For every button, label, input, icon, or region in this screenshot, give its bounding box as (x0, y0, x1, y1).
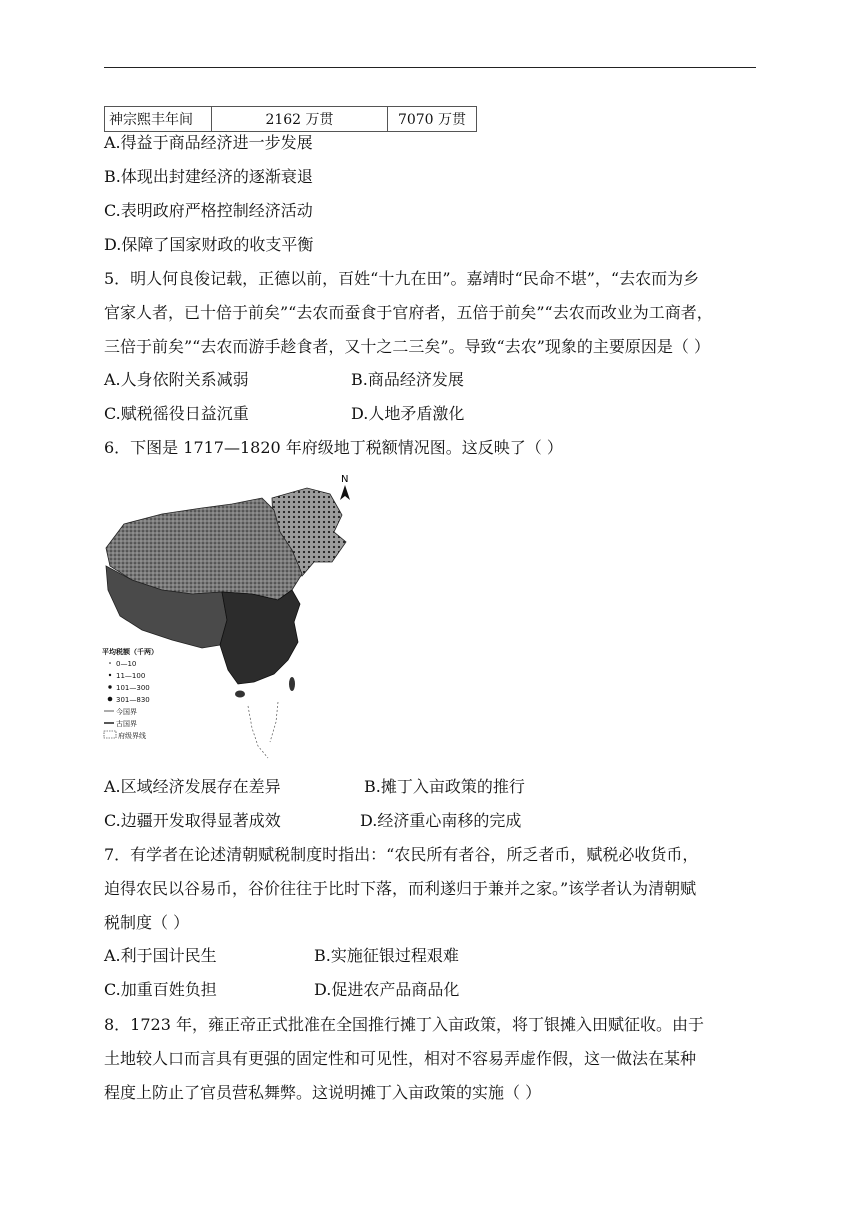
q5-stem-line-3: 三倍于前矣”“去农而游手趁食者，又十之二三矣”。导致“去农”现象的主要原因是（ ） (104, 337, 710, 356)
q8-stem-line-3: 程度上防止了官员营私舞弊。这说明摊丁入亩政策的实施（ ） (104, 1083, 542, 1102)
legend-item-2: 11—100 (116, 672, 146, 680)
table-cell-value-2: 7070 万贯 (388, 107, 477, 132)
q5-stem-line-1: 5．明人何良俊记载，正德以前，百姓“十九在田”。嘉靖时“民命不堪”，“去农而为乡 (104, 269, 700, 288)
map-island-hainan (235, 691, 245, 698)
legend-item-1: 0—10 (116, 660, 137, 668)
q4-option-a: A.得益于商品经济进一步发展 (104, 133, 313, 152)
map-region-east (220, 590, 300, 684)
q7-stem-line-1: 7．有学者在论述清朝赋税制度时指出：“农民所有者谷，所乏者币，赋税必收货币， (104, 845, 699, 864)
tax-table (104, 106, 477, 132)
q4-option-d: D.保障了国家财政的收支平衡 (104, 235, 314, 254)
q8-stem-line-2: 土地较人口而言具有更强的固定性和可见性，相对不容易弄虚作假，这一做法在某种 (104, 1049, 697, 1068)
q6-option-a: A.区域经济发展存在差异 (104, 777, 281, 796)
map-south-sea (248, 702, 278, 758)
q6-stem: 6．下图是 1717—1820 年府级地丁税额情况图。这反映了（ ） (104, 438, 563, 457)
header-rule (104, 67, 756, 68)
legend-item-3: 101—300 (116, 684, 150, 692)
q6-option-c: C.边疆开发取得显著成效 (104, 811, 281, 830)
q5-option-c: C.赋税徭役日益沉重 (104, 404, 249, 423)
legend-item-5: 今国界 (116, 708, 137, 716)
q7-option-c: C.加重百姓负担 (104, 980, 217, 999)
q6-option-d: D.经济重心南移的完成 (360, 811, 522, 830)
legend-title: 平均税额（千两） (102, 648, 158, 656)
table-row (105, 107, 477, 132)
q7-stem-line-3: 税制度（ ） (104, 913, 190, 932)
q7-stem-line-2: 迫得农民以谷易币，谷价往往于比时下落，而利遂归于兼并之家。”该学者认为清朝赋 (104, 879, 697, 898)
q5-option-d: D.人地矛盾激化 (351, 404, 465, 423)
q5-stem-line-2: 官家人者，已十倍于前矣”“去农而蚕食于官府者，五倍于前矣”“去农而改业为工商者， (104, 303, 713, 322)
legend-item-7: 府级界线 (118, 732, 146, 740)
table-cell-period: 神宗熙丰年间 (105, 107, 212, 132)
map-island-taiwan (289, 677, 295, 691)
q6-option-b: B.摊丁入亩政策的推行 (364, 777, 525, 796)
q4-option-c: C.表明政府严格控制经济活动 (104, 201, 313, 220)
q5-option-a: A.人身依附关系减弱 (104, 370, 249, 389)
q8-stem-line-1: 8．1723 年，雍正帝正式批准在全国推行摊丁入亩政策，将丁银摊入田赋征收。由于 (104, 1015, 704, 1034)
legend-item-4: 301—830 (116, 696, 150, 704)
q4-option-b: B.体现出封建经济的逐渐衰退 (104, 167, 313, 186)
north-arrow-icon (340, 474, 350, 500)
legend-item-6: 古国界 (116, 720, 137, 728)
q7-option-b: B.实施征银过程艰难 (314, 946, 459, 965)
q7-option-a: A.利于国计民生 (104, 946, 217, 965)
q7-option-d: D.促进农产品商品化 (314, 980, 460, 999)
q5-option-b: B.商品经济发展 (351, 370, 464, 389)
north-label: N (341, 474, 349, 485)
tax-map-figure (102, 470, 364, 762)
table-cell-value-1: 2162 万贯 (212, 107, 388, 132)
map-legend (102, 647, 158, 740)
